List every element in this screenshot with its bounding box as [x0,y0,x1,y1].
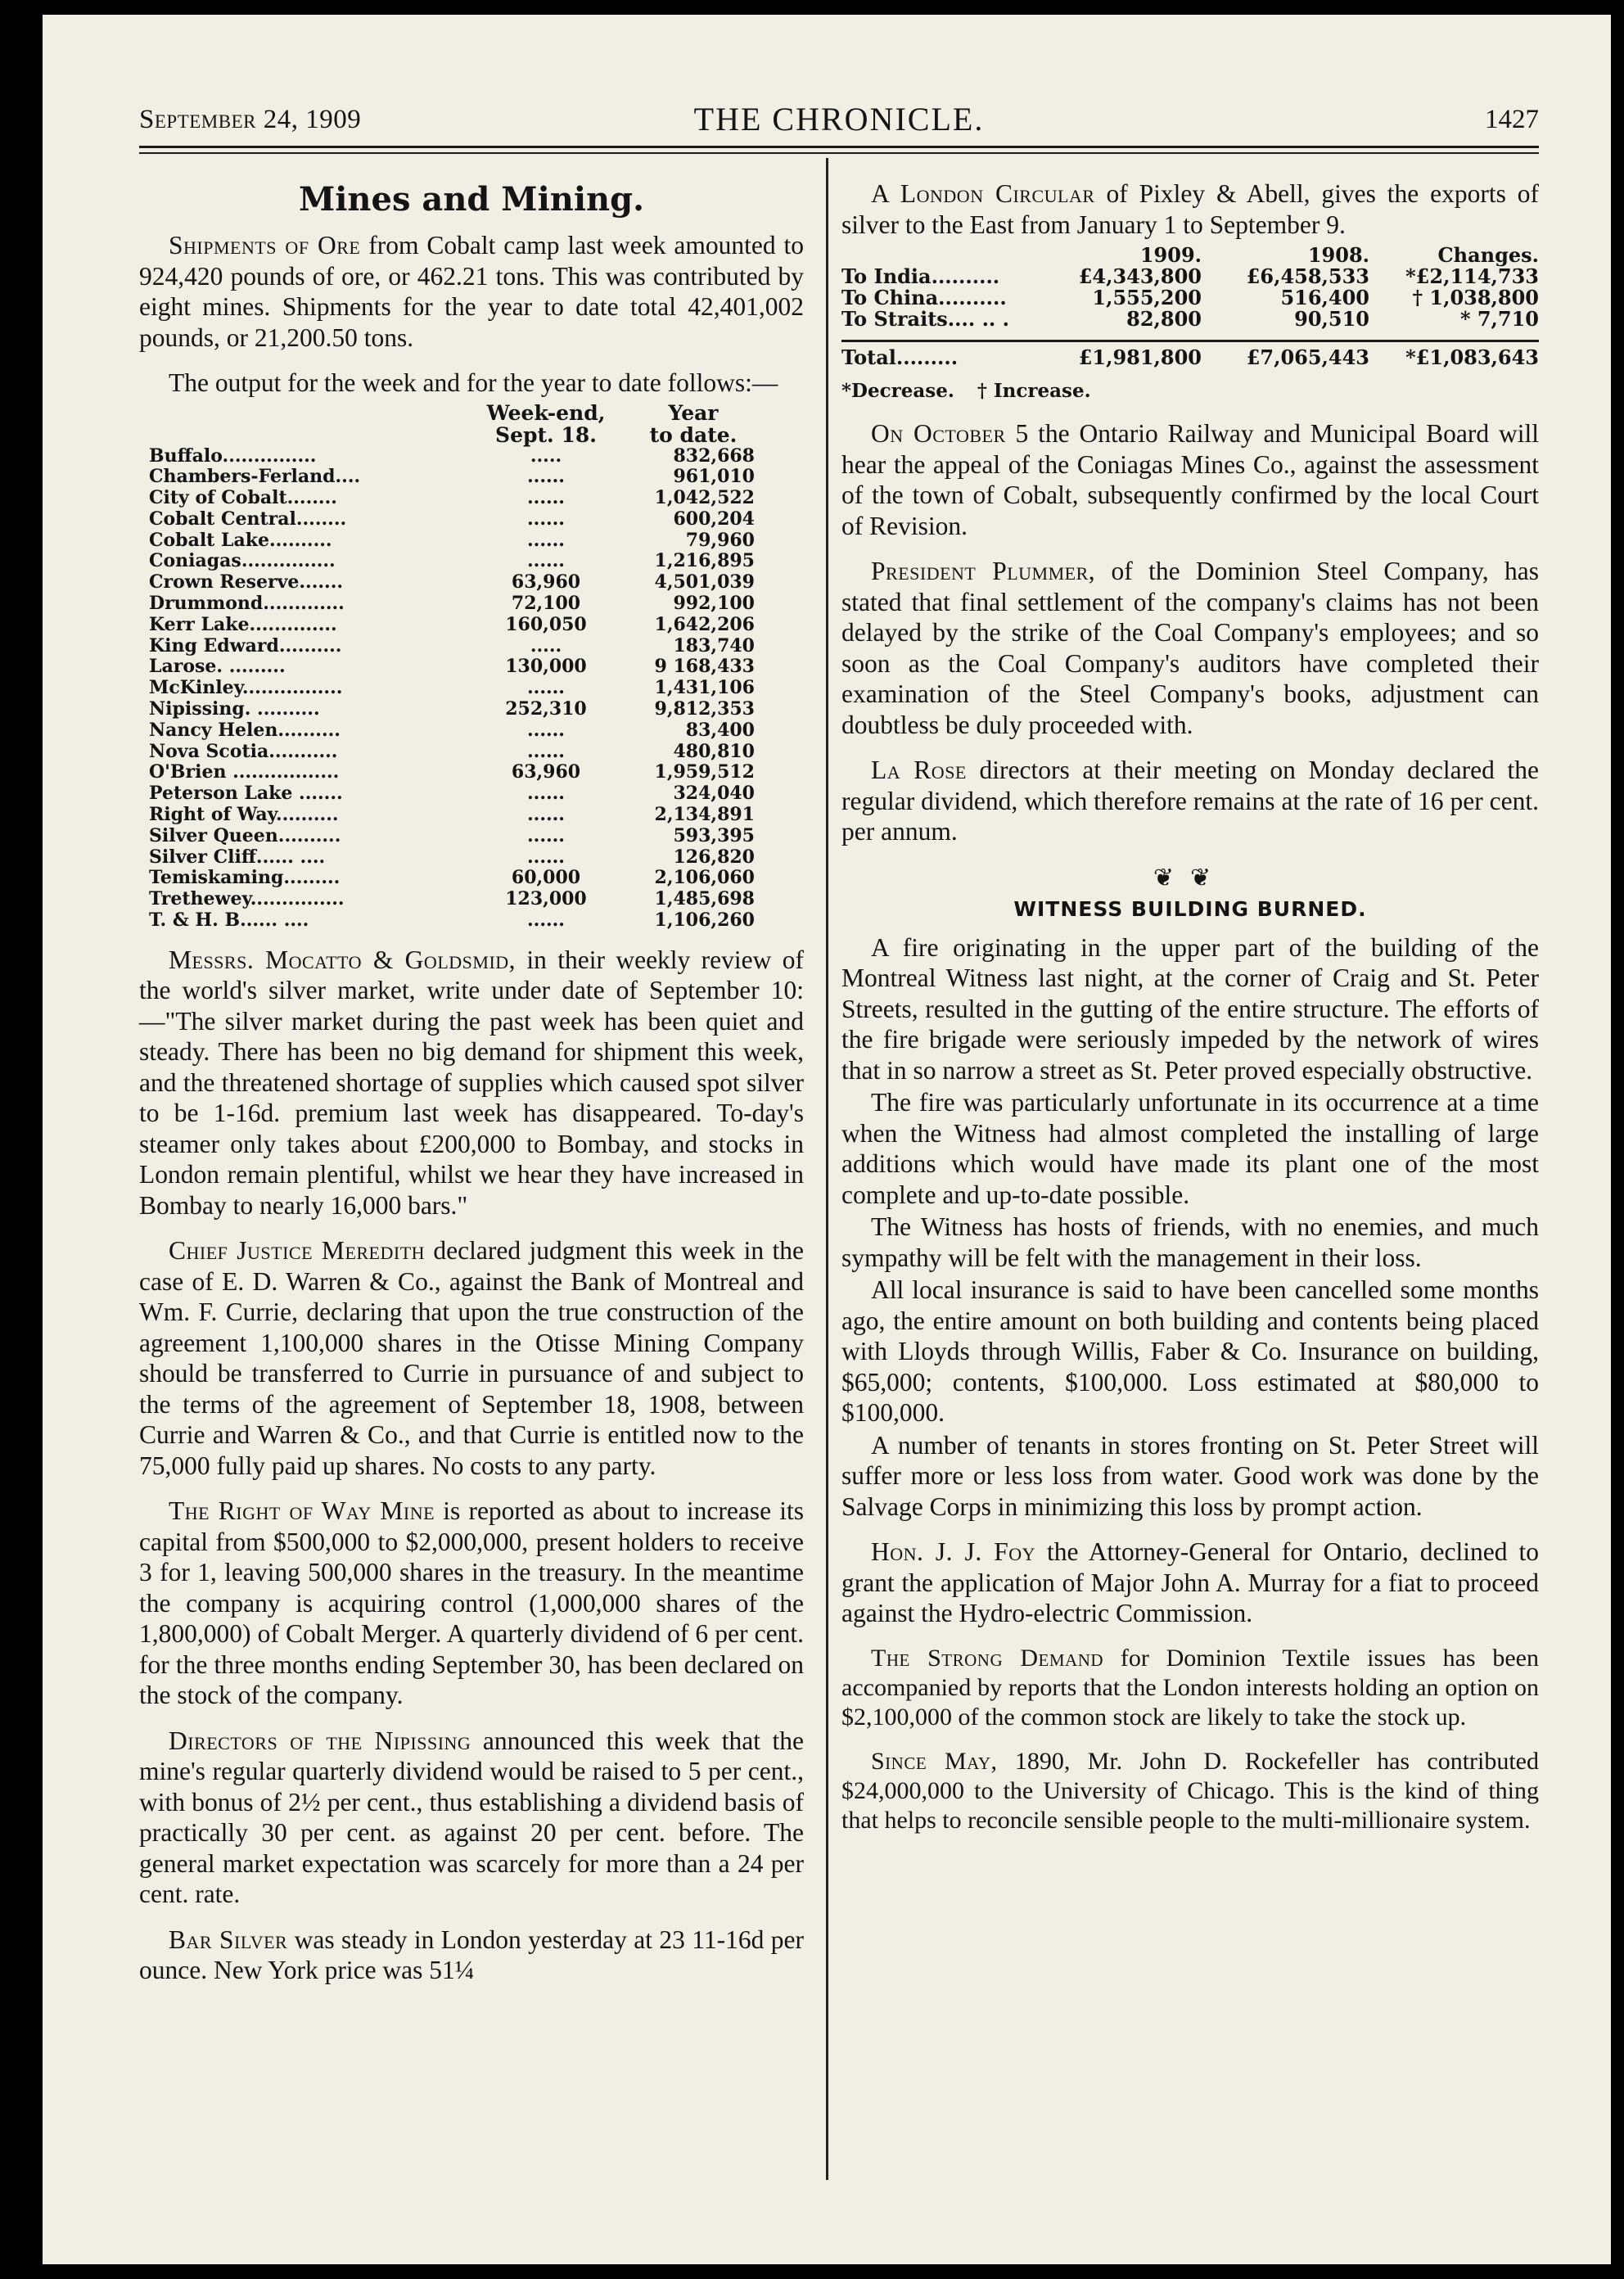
mocatta-paragraph: Messrs. Mocatto & Goldsmid, in their weekly review of the world's silver market, write under date of September 10:—"The silver market during the past week has been quiet and steady. There has been no big demand for shipment this week, and the threatened shortage of supplies which caused spot silver to be 1-16d. premium last week has disappeared. To-day's steamer only takes about £200,000 to Bombay, and stocks in London remain plentiful, whilst we hear they have increased in Bombay to nearly 16,000 bars." [139,945,804,1220]
value-1909: 82,800 [1126,307,1202,331]
ore-table-row [139,572,804,593]
right-column [841,178,1539,1850]
mine-name: Silver Cliff...... .... [149,846,326,868]
silver-table-header [841,245,1539,266]
header-rule [139,146,1539,148]
ore-table-row [139,657,804,678]
year-to-date-value: 593,395 [673,824,755,846]
year-to-date-value: 832,668 [673,445,755,467]
week-end-value: 160,050 [505,613,587,635]
witness-paragraph-1: A fire originating in the upper part of the building of the Montreal Witness last night, at the corner of Craig and St. Peter Streets, resulted in the gutting of the entire structure. The efforts of the fire brigade were seriously impeded by the network of wires that in so narrow a street as St. Peter proved especially obstructive. [841,932,1539,1085]
year-to-date-value: 992,100 [673,593,755,615]
silver-table-total-row [841,341,1539,369]
ore-table-row [139,488,804,509]
ore-table-row [139,910,804,932]
week-end-value: 63,960 [511,571,581,593]
mine-name: Larose. ......... [149,656,286,678]
week-end-value: 123,000 [505,888,587,910]
week-end-value: ...... [527,466,565,488]
ore-table-row [139,826,804,847]
week-end-value: 60,000 [511,867,581,889]
year-to-date-value: 324,040 [673,783,755,805]
col-year-to-date: Year to date. [649,400,738,447]
ore-table-row [139,446,804,467]
week-end-value: ...... [527,529,565,551]
year-to-date-value: 9 168,433 [654,656,755,678]
mine-name: Kerr Lake.............. [149,613,337,635]
ore-table-row [139,636,804,657]
change-value: † 1,038,800 [1412,286,1539,309]
silver-table-row [841,287,1539,309]
plummer-paragraph: President Plummer, of the Dominion Steel Company, has stated that final settlement of the company's claims has not been delayed by the strike of the Coal Company's employees; and so soon as the Coal Company's auditors have completed their examination of the Steel Company's books, adjustment can doubtless be duly proceeded with. [841,557,1539,739]
page-number: 1427 [1485,105,1539,134]
silver-table-row [841,309,1539,330]
year-to-date-value: 2,134,891 [654,804,755,826]
silver-exports-table [841,245,1539,368]
mine-name: Cobalt Lake.......... [149,529,332,551]
witness-paragraph-3: The Witness has hosts of friends, with no enemies, and much sympathy will be felt with the management in their loss. [841,1212,1539,1272]
destination-label: To India.......... [841,264,1000,288]
mine-name: Buffalo............... [149,445,317,467]
week-end-value: ...... [527,824,565,846]
ore-table-row [139,868,804,889]
year-to-date-value: 1,042,522 [654,487,755,509]
year-to-date-value: 1,959,512 [654,761,755,783]
mine-name: T. & H. B...... .... [149,909,309,932]
change-value: * 7,710 [1459,307,1539,331]
ore-table-row [139,530,804,552]
ore-table-row [139,551,804,572]
october-paragraph: On October 5 the Ontario Railway and Municipal Board will hear the appeal of the Coniagas Mines Co., against the assessment of the town of Cobalt, subsequently confirmed by the local Court of Revision. [841,419,1540,540]
destination-label: To China.......... [841,286,1007,309]
ore-table-body [139,446,804,932]
shipments-lead: Shipments of Ore [169,231,361,259]
mine-name: Nova Scotia........... [149,740,338,762]
year-to-date-value: 600,204 [673,508,755,530]
legend-increase: † Increase. [977,380,1091,402]
section-ornament: ❦❦ [1153,864,1228,891]
week-end-value: ...... [527,719,565,741]
week-end-value: ...... [527,804,565,826]
mine-name: McKinley................ [149,677,343,699]
col-week-end: Week-end, Sept. 18. [486,400,606,447]
foy-paragraph: Hon. J. J. Foy the Attorney-General for Ontario, declined to grant the application of Major John A. Murray for a fiat to proceed against the Hydro-electric Commission. [841,1537,1539,1627]
ore-table-row [139,742,804,763]
shipments-paragraph [139,230,804,353]
mine-name: Peterson Lake ....... [149,783,343,805]
col-1908: 1908. [1307,243,1369,267]
col-changes: Changes. [1437,243,1539,267]
year-to-date-value: 1,106,260 [654,909,755,932]
strong-demand-paragraph: The Strong Demand for Dominion Textile issues has been accompanied by reports that the London interests holding an option on $2,100,000 of the common stock are likely to take the stock up. [841,1644,1539,1731]
week-end-value: ..... [530,445,562,467]
week-end-value: ...... [527,909,565,932]
week-end-value: 63,960 [511,761,581,783]
year-to-date-value: 2,106,060 [654,867,755,889]
output-intro: The output for the week and for the year to date follows:— [169,368,778,397]
mine-name: Nipissing. .......... [149,698,320,720]
shipments-text: from Cobalt camp last week amounted to 924,420 pounds of ore, or 462.21 tons. This was contributed by eight mines. Shipments for the year to date total 42,401,002 pounds, or 21,200.50 tons. [139,231,804,352]
value-1909: 1,555,200 [1092,286,1202,309]
witness-paragraph-2: The fire was particularly unfortunate in its occurrence at a time when the Witness had almost completed the installing of large additions which would have made its plant one of the most complete and up-to-date possible. [841,1088,1539,1209]
ore-table-row [139,889,804,910]
value-1909: £1,981,800 [1046,341,1202,369]
value-1908: 90,510 [1294,307,1369,331]
value-1908: £6,458,533 [1246,264,1369,288]
value-1908: 516,400 [1280,286,1369,309]
ore-table-row [139,593,804,615]
year-to-date-value: 183,740 [673,634,755,657]
year-to-date-value: 1,216,895 [654,550,755,572]
ore-table-row [139,720,804,742]
running-head [139,95,1539,136]
year-to-date-value: 4,501,039 [654,571,755,593]
year-to-date-value: 961,010 [673,466,755,488]
year-to-date-value: 480,810 [673,740,755,762]
silver-table-row [841,266,1539,287]
mine-name: Cobalt Central........ [149,508,347,530]
silver-table-spacer [841,330,1539,341]
witness-paragraph-5: A number of tenants in stores fronting on St. Peter Street will suffer more or less loss from water. Good work was done by the Salvage Corps in minimizing this loss by prompt action. [841,1430,1539,1521]
silver-table-body [841,266,1539,368]
year-to-date-value: 79,960 [685,529,755,551]
week-end-value: 72,100 [511,593,581,615]
ore-table-row [139,805,804,826]
ore-table-row [139,509,804,530]
week-end-value: ...... [527,783,565,805]
left-column [139,178,804,2001]
right-of-way-paragraph: The Right of Way Mine is reported as about to increase its capital from $500,000 to $2,000,000, present holders to receive 3 for 1, leaving 500,000 shares in the treasury. In the meantime the company is acquiring control (1,000,000 shares of the 1,800,000) of Cobalt Merger. A quarterly dividend of 6 per cent. for the three months ending September 30, has been declared on the stock of the company. [139,1496,804,1710]
circular-paragraph: A London Circular of Pixley & Abell, gives the exports of silver to the East from January 1 to September 9. [841,179,1539,239]
mine-name: King Edward.......... [149,634,342,657]
mine-name: O'Brien ................. [149,761,340,783]
destination-label: Total......... [841,341,1046,369]
nipissing-paragraph: Directors of the Nipissing announced this week that the mine's regular quarterly dividend would be raised to 5 per cent., with bonus of 2½ per cent., thus establishing a dividend basis of practically 30 per cent. as against 20 per cent. before. The general market expectation was scarcely for more than a 24 per cent. rate. [139,1726,805,1909]
mine-name: Coniagas............... [149,550,336,572]
mine-name: Right of Way.......... [149,804,339,826]
ore-table-row [139,615,804,636]
change-value: *£2,114,733 [1405,264,1539,288]
publication-title: THE CHRONICLE. [693,101,985,138]
col-1909: 1909. [1139,243,1202,267]
week-end-value: ...... [527,550,565,572]
mine-name: Drummond............. [149,593,345,615]
mine-name: Temiskaming......... [149,867,341,889]
year-to-date-value: 83,400 [685,719,755,741]
ore-table-row [139,847,804,869]
week-end-value: ..... [530,634,562,657]
witness-heading: WITNESS BUILDING BURNED. [1013,896,1367,921]
bar-silver-paragraph: Bar Silver was steady in London yesterday at 23 11-16d per ounce. New York price was 51¼ [139,1925,804,1985]
ore-table-row [139,699,804,720]
week-end-value: ...... [527,508,565,530]
year-to-date-value: 9,812,353 [654,698,755,720]
newspaper-page [43,15,1611,2264]
issue-date: September 24, 1909 [139,105,362,134]
mine-name: Chambers-Ferland.... [149,466,361,488]
week-end-value: ...... [527,487,565,509]
week-end-value: 130,000 [505,656,587,678]
year-to-date-value: 1,642,206 [654,613,755,635]
mine-name: Silver Queen.......... [149,824,341,846]
mine-name: City of Cobalt........ [149,487,337,509]
week-end-value: ...... [527,846,565,868]
mine-name: Nancy Helen.......... [149,719,341,741]
ore-table-row [139,467,804,488]
value-1909: £4,343,800 [1078,264,1202,288]
since-may-paragraph: Since May, 1890, Mr. John D. Rockefeller has contributed $24,000,000 to the University of Chicago. This is the kind of thing that helps to reconcile sensible people to the multi-millionaire system. [841,1747,1540,1834]
week-end-value: 252,310 [505,698,587,720]
week-end-value: ...... [527,677,565,699]
change-value: *£1,083,643 [1369,341,1539,369]
header-rule-secondary [139,152,1539,154]
year-to-date-value: 126,820 [673,846,755,868]
section-heading-mines: Mines and Mining. [298,180,645,219]
mine-name: Crown Reserve....... [149,571,344,593]
year-to-date-value: 1,431,106 [654,677,755,699]
column-divider [826,158,828,2180]
week-end-value: ...... [527,740,565,762]
meredith-paragraph: Chief Justice Meredith declared judgment this week in the case of E. D. Warren & Co., against the Bank of Montreal and Wm. F. Currie, declaring that upon the true construction of the agreement 1,100,000 shares in the Otisse Mining Company should be transferred to Currie in pursuance of and subject to the terms of the agreement of September 18, 1908, between Currie and Warren & Co., and that Currie is entitled now to the 75,000 fully paid up shares. No costs to any party. [139,1236,804,1480]
ore-table-header [139,402,804,446]
destination-label: To Straits.... .. . [841,307,1009,331]
legend-decrease: *Decrease. [841,380,954,402]
ore-table-row [139,762,804,783]
witness-paragraph-4: All local insurance is said to have been cancelled some months ago, the entire amount on both building and contents being placed with Lloyds through Willis, Faber & Co. Insurance on building, $65,000; contents, $100,000. Loss estimated at $80,000 to $100,000. [841,1275,1539,1427]
silver-table-legend [841,380,1539,402]
mine-name: Trethewey............... [149,888,345,910]
ore-table-row [139,678,804,699]
larose-paragraph: La Rose directors at their meeting on Monday declared the regular dividend, which therefore remains at the rate of 16 per cent. per annum. [841,756,1539,846]
ore-table-row [139,783,804,805]
value-1908: £7,065,443 [1202,341,1369,369]
ore-shipments-table [139,402,804,932]
year-to-date-value: 1,485,698 [654,888,755,910]
